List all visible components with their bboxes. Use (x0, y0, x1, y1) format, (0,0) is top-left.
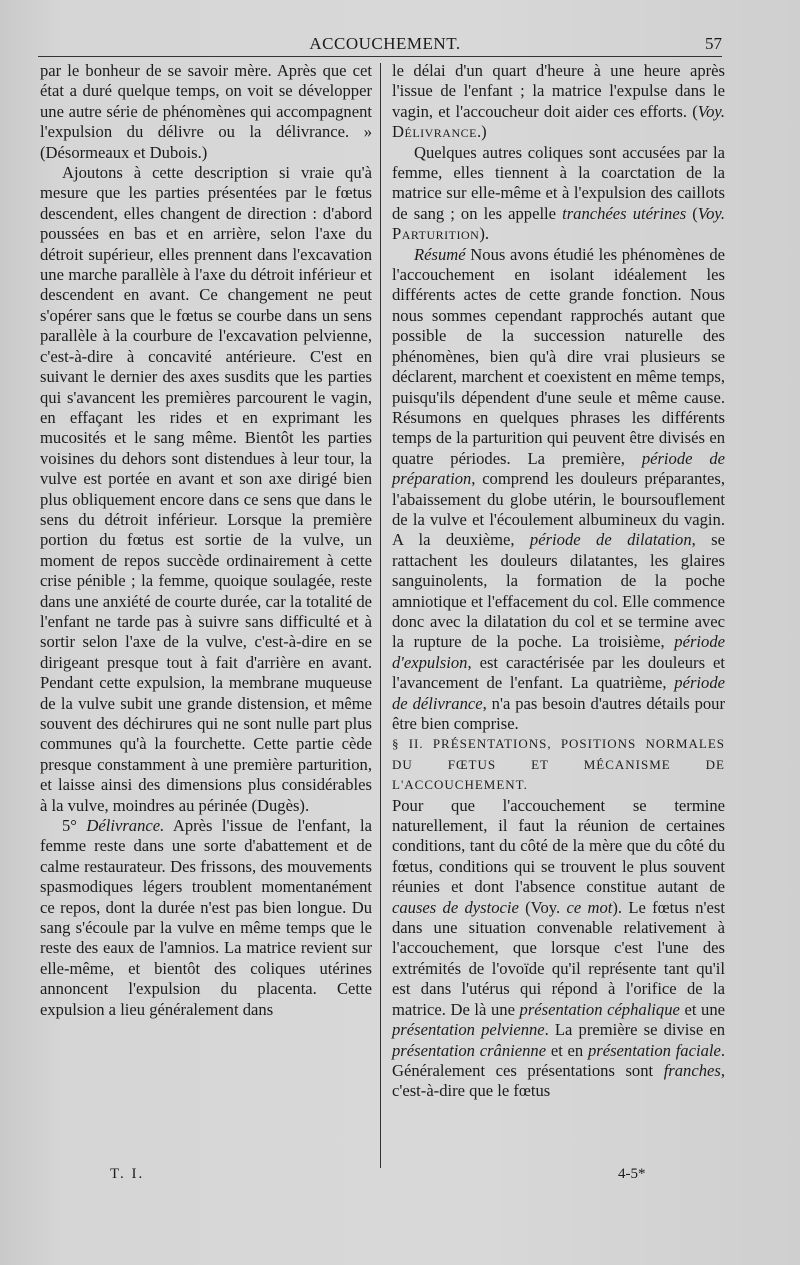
cross-ref-voy: Voy. (697, 203, 725, 223)
page-number: 57 (705, 34, 722, 53)
paragraph-text: . La première se divise en (544, 1020, 725, 1040)
paragraph-text: , c'est-à-dire que le fœtus (392, 1060, 725, 1101)
paragraph-text: Pour que l'accouchement se termine naturellement, il faut la réunion de certaines conditions, tant du côté de la mère que du côté du fœtus, conditions qui se trouvent le plus souvent réunies et dont l'absence constitue autant de (392, 795, 725, 897)
italic-term: présentation céphalique (519, 999, 680, 1019)
page-header (0, 34, 800, 56)
section-term: Délivrance. (86, 816, 165, 836)
volume-signature: T. I. (110, 1166, 145, 1182)
italic-term: présentation crânienne (392, 1040, 547, 1060)
paragraph (392, 143, 725, 245)
paragraph: par le bonheur de se savoir mère. Après que cet état a duré quelque temps, on voit se développer une autre série de phénomènes qui accompagnent l'expulsion du délivre ou la délivrance. » (Désormeaux et Dubois.) (40, 61, 372, 162)
italic-term: période de dilatation (529, 530, 692, 550)
paragraph-text: Quelques autres coliques sont accusées par la femme, elles tiennent à la coarctation de la matrice sur elle-même et à l'expulsion des caillots de sang ; on les appelle (392, 142, 725, 223)
paragraph (392, 61, 725, 143)
section-number: 5° (62, 816, 87, 836)
paragraph-text: ). (479, 224, 490, 244)
cross-ref-voy: Voy. (697, 101, 725, 121)
section-heading: § II. PRÉSENTATIONS, POSITIONS NORMALES DU FŒTUS ET MÉCANISME DE L'ACCOUCHEMENT. (392, 736, 725, 793)
column-divider (380, 63, 381, 1168)
paragraph (392, 245, 725, 735)
paragraph-text: ). Le fœtus n'est dans une situation convenable relativement à l'accouchement, que lorsque c'est l'une des extrémités de l'ovoïde qu'il représente tant qu'il est dans l'utérus qui répond à l'orifice de la matrice. De là une (392, 897, 725, 1019)
sheet-number: 4-5* (618, 1166, 646, 1182)
paragraph-text: Après l'issue de l'enfant, la femme reste dans une sorte d'abattement et de calme restaurateur. Des frissons, des mouvements spasmodiques légers troublent momentanément ce repos, dont la durée n'est pas bien longue. Du sang s'écoule par la vulve en même temps que le reste des eaux de l'amnios. La matrice revient sur elle-même, et bientôt des coliques utérines annoncent l'expulsion du placenta. Cette expulsion a lieu généralement dans (40, 816, 372, 1019)
paragraph-text: ( (686, 203, 698, 223)
paragraph-text: . Généralement ces présentations sont (392, 1040, 726, 1080)
paragraph-text: , se rattachent les douleurs dilatantes, les glaires sanguinolents, la formation de la poche amniotique et l'effacement du col. Elle commence donc avec la dilatation du col et se termine avec la rupture de la poche. La troisième, (392, 530, 726, 652)
italic-term: franches (663, 1060, 721, 1080)
italic-term: Résumé (414, 244, 466, 264)
paragraph-text: (Voy. (518, 897, 567, 917)
right-column (392, 61, 725, 1102)
paragraph-text: , n'a pas besoin d'autres détails pour être bien comprise. (392, 693, 725, 733)
left-column (40, 61, 372, 1020)
running-title: ACCOUCHEMENT. (309, 34, 461, 53)
paragraph (392, 796, 725, 1102)
cross-ref-term: Parturition (392, 224, 480, 244)
paragraph-text: et une (679, 999, 725, 1019)
italic-term: période de préparation (392, 448, 726, 489)
page-footer (0, 1166, 800, 1186)
italic-term: tranchées utérines (562, 203, 687, 223)
paragraph-text: .) (476, 122, 487, 142)
paragraph-text: et en (546, 1040, 588, 1060)
italic-term: présentation faciale (587, 1040, 721, 1060)
italic-term: période de délivrance (392, 673, 725, 713)
paragraph: Ajoutons à cette description si vraie qu'à mesure que les parties présentées par le fœtus descendent, elles changent de direction : d'abord poussées en bas et en arrière, selon l'axe du détroit supérieur, elles prennent dans l'excavation une marche parallèle à l'axe du détroit inférieur et descendent en avant. Ce changement ne peut s'opérer sans que le fœtus se courbe dans un sens parallèle à la courbure de l'excavation pelvienne, c'est-à-dire à concavité antérieure. C'est en suivant le dernier des axes susdits que les parties qui s'avancent les premières parcourent le vagin, en effaçant les rides et en exprimant les mucosités et le sang même. Bientôt les parties voisines du dehors sont distendues à leur tour, la vulve est portée en avant et son axe dirigé bien plus obliquement encore dans ce sens que dans le sens du détroit inférieur. Lorsque la première portion du fœtus est sortie de la vulve, un moment de repos succède ordinairement à cette crise pénible ; la femme, quoique soulagée, reste dans une anxiété de courte durée, car la totalité de l'enfant ne tarde pas à suivre sans difficulté et à sortir selon l'axe de la vulve, c'est-à-dire en se dirigeant presque tout à fait d'arrière en avant. Pendant cette expulsion, la membrane muqueuse de la vulve subit une grande distension, et même souvent des déchirures qui ne sont nulle part plus communes qu'à la fourchette. Cette partie cède presque constamment à une première parturition, et laisse ainsi des dimensions plus considérables à la vulve, moindres au périnée (Dugès). (40, 163, 372, 815)
paragraph (40, 816, 372, 1020)
header-rule (38, 56, 722, 57)
italic-term: présentation pelvienne (392, 1020, 545, 1040)
italic-term: période d'expulsion (392, 632, 725, 672)
cross-ref-term: Délivrance (392, 122, 477, 142)
paragraph-text: , comprend les douleurs préparantes, l'abaissement du globe utérin, le boursouflement de la vulve et l'écoulement albumineux du vagin. A la deuxième, (392, 469, 725, 550)
paragraph-text: le délai d'un quart d'heure à une heure après l'issue de l'enfant ; la matrice l'expulse dans le vagin, et l'accoucheur doit aider ces efforts. ( (392, 61, 725, 121)
paragraph-text: Nous avons étudié les phénomènes de l'accouchement en isolant idéalement les différents actes de cette grande fonction. Nous nous sommes cependant rapprochés autant que possible de la succession naturelle des phénomènes, bien qu'à dire vrai plusieurs se déclarent, marchent et coexistent en même temps, puisqu'ils dépendent d'une seule et même cause. Résumons en quelques phrases les différents temps de la parturition qui peuvent être divisés en quatre périodes. La première, (392, 244, 725, 468)
italic-term: causes de dystocie (392, 897, 519, 917)
paragraph-text: , est caractérisée par les douleurs et l'avancement de l'enfant. La quatrième, (392, 652, 725, 693)
italic-term: ce mot (566, 897, 613, 917)
